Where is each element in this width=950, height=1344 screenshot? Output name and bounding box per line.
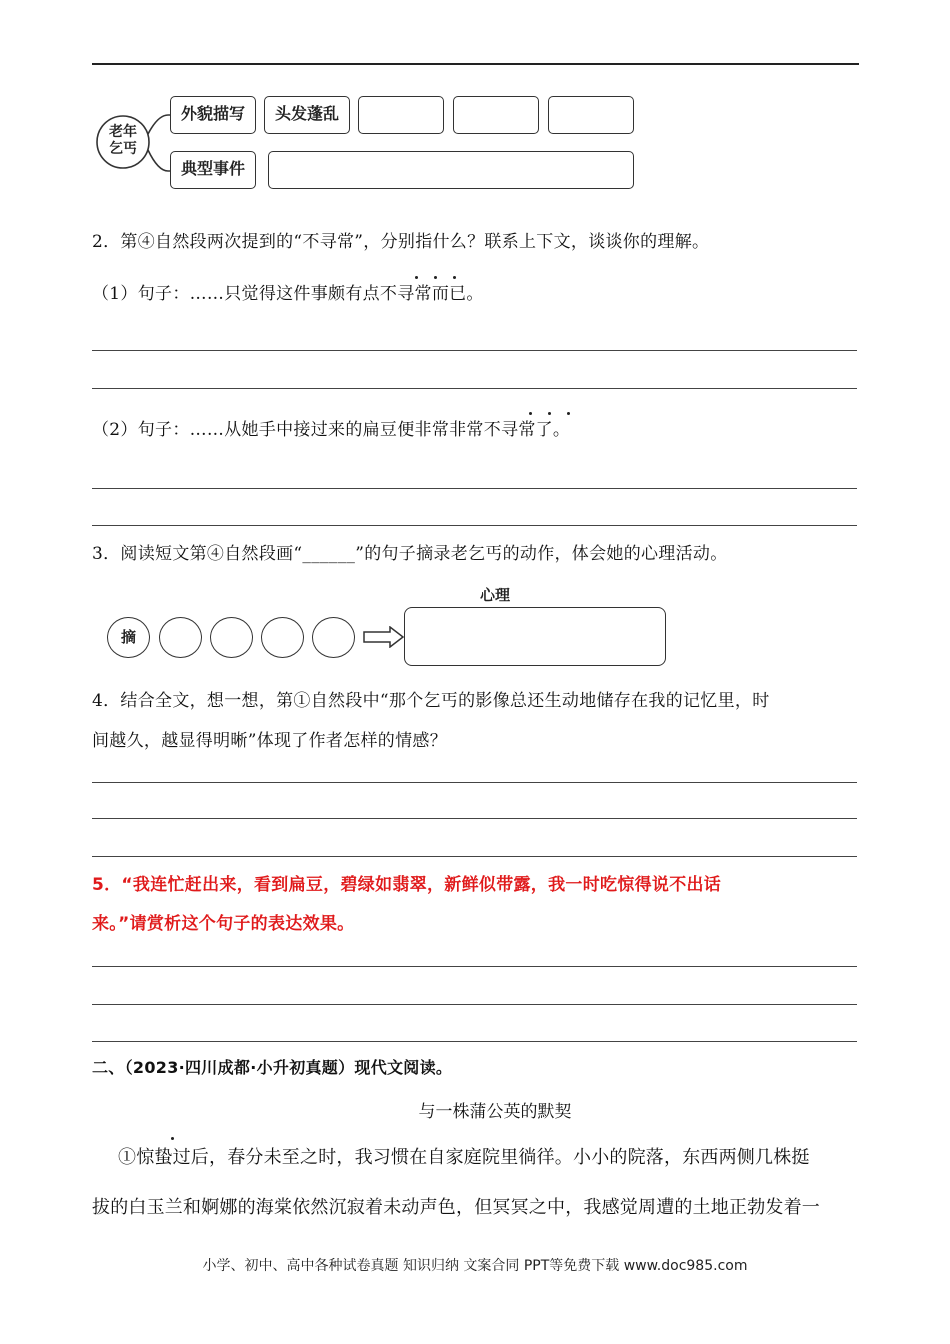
center-line-1: 老年	[109, 124, 137, 140]
appearance-blank-box-1[interactable]	[358, 96, 444, 134]
section-2-heading: 二、（2023·四川成都·小升初真题）现代文阅读。	[92, 1058, 453, 1077]
emphasis-dot	[171, 1137, 174, 1140]
article-title: 与一株蒲公英的默契	[418, 1102, 572, 1122]
diagram-center-label	[105, 124, 141, 158]
question-5-line-1: 5．“我连忙赶出来，看到扁豆，碧绿如翡翠，新鲜似带露，我一时吃惊得说不出话	[92, 875, 722, 895]
emphasis-dot	[453, 276, 456, 279]
psychology-box[interactable]	[404, 607, 666, 666]
appearance-blank-box-3[interactable]	[548, 96, 634, 134]
answer-line[interactable]	[92, 818, 857, 819]
answer-line[interactable]	[92, 488, 857, 489]
answer-line[interactable]	[92, 966, 857, 967]
action-circle-2[interactable]	[210, 617, 253, 658]
emphasis-dot	[529, 412, 532, 415]
answer-line[interactable]	[92, 388, 857, 389]
center-line-2: 乞丐	[109, 141, 137, 157]
header-rule	[92, 63, 859, 65]
appearance-label-box: 外貌描写	[170, 96, 256, 134]
question-2-sub-1: （1）句子：……只觉得这件事颇有点不寻常而已。	[92, 284, 484, 304]
question-4-line-2: 间越久，越显得明晰”体现了作者怎样的情感？	[92, 731, 447, 751]
answer-line[interactable]	[92, 856, 857, 857]
appearance-filled-box: 头发蓬乱	[264, 96, 350, 134]
emphasis-dot	[434, 276, 437, 279]
article-paragraph-line-1: ①惊蛰过后，春分未至之时，我习惯在自家庭院里徜徉。小小的院落，东西两侧几株挺	[118, 1147, 810, 1168]
answer-line[interactable]	[92, 350, 857, 351]
event-blank-box[interactable]	[268, 151, 634, 189]
action-circle-3[interactable]	[261, 617, 304, 658]
question-2-sub-2: （2）句子：……从她手中接过来的扁豆便非常非常不寻常了。	[92, 420, 571, 440]
event-label-box: 典型事件	[170, 151, 256, 189]
answer-line[interactable]	[92, 1004, 857, 1005]
extract-circle: 摘	[107, 617, 150, 658]
page-footer: 小学、初中、高中各种试卷真题 知识归纳 文案合同 PPT等免费下载 www.doc985.com	[202, 1258, 748, 1274]
question-4-line-1: 4．结合全文，想一想，第①自然段中“那个乞丐的影像总还生动地储存在我的记忆里，时	[92, 691, 770, 711]
question-3-prompt: 3．阅读短文第④自然段画“______”的句子摘录老乞丐的动作，体会她的心理活动。	[92, 544, 728, 564]
action-circle-1[interactable]	[159, 617, 202, 658]
answer-line[interactable]	[92, 782, 857, 783]
answer-line[interactable]	[92, 525, 857, 526]
question-5-line-2: 来。”请赏析这个句子的表达效果。	[92, 914, 355, 934]
emphasis-dot	[567, 412, 570, 415]
article-paragraph-line-2: 拔的白玉兰和婀娜的海棠依然沉寂着未动声色，但冥冥之中，我感觉周遭的土地正勃发着一	[92, 1197, 820, 1218]
appearance-blank-box-2[interactable]	[453, 96, 539, 134]
answer-line[interactable]	[92, 1041, 857, 1042]
psychology-label: 心理	[480, 586, 511, 604]
action-circle-4[interactable]	[312, 617, 355, 658]
emphasis-dot	[548, 412, 551, 415]
question-2-prompt: 2．第④自然段两次提到的“不寻常”，分别指什么？联系上下文，谈谈你的理解。	[92, 232, 710, 252]
arrow-icon	[362, 626, 406, 648]
emphasis-dot	[415, 276, 418, 279]
